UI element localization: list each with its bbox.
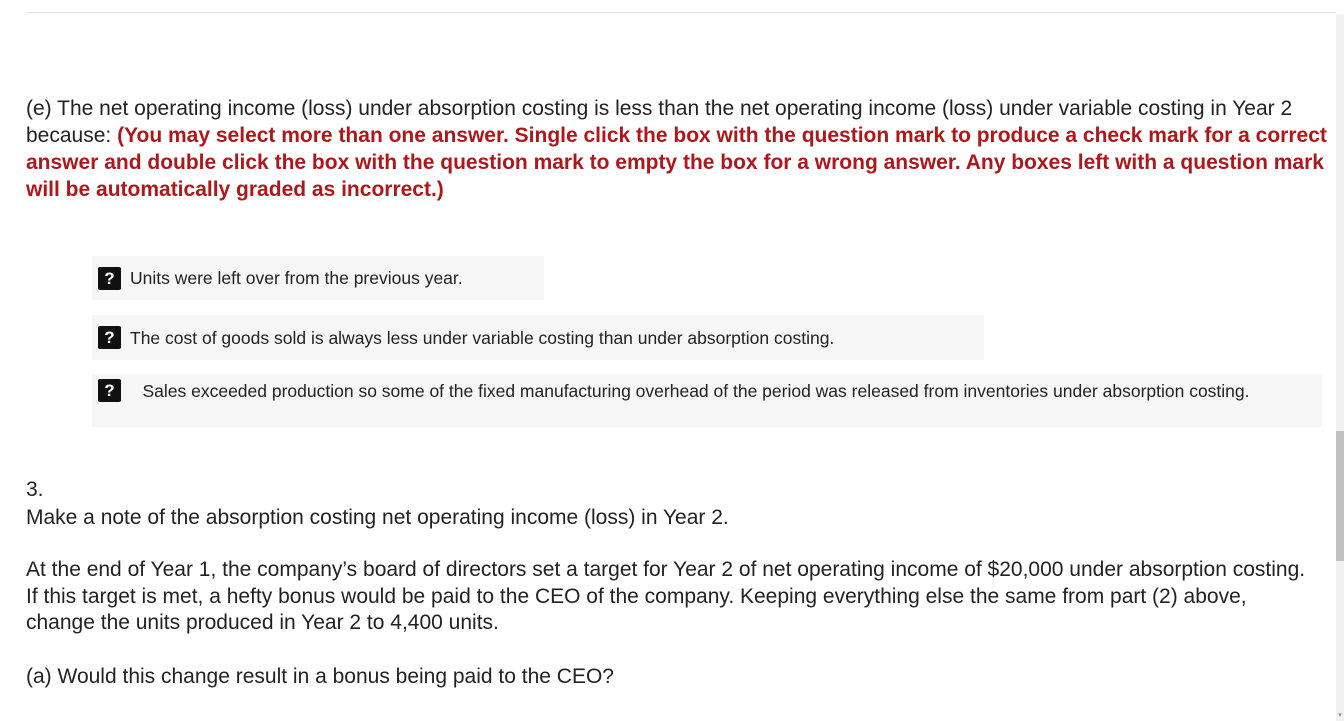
section-scenario: At the end of Year 1, the company’s board of directors set a target for Year 2 of net operating income of $20,000 under absorption costing. If this target is met, a hefty bonus would be paid to the CEO of the company. Keeping everything else the same from part (2) above, change the units produced in Year 2 to 4,400 units. [26,558,1306,634]
question-mark-checkbox-3[interactable]: ? [98,379,121,402]
question-e [26,95,1331,203]
question-e-text: (e) The net operating income (loss) under absorption costing is less than the net operating income (loss) under variable costing in Year 2 because: [26,97,1293,147]
answer-option-2 [92,315,984,360]
section-note: Make a note of the absorption costing net operating income (loss) in Year 2. [26,506,729,529]
answer-option-3-text: Sales exceeded production so some of the fixed manufacturing overhead of the period was released from inventories under absorption costing. [142,381,1250,401]
answer-option-2-text: The cost of goods sold is always less under variable costing than under absorption costing. [130,328,835,348]
scrollbar-thumb[interactable] [1336,431,1344,561]
answer-option-1-text: Units were left over from the previous year. [130,268,463,288]
chevron-down-icon[interactable]: ▾ [1338,712,1342,719]
answer-option-1 [92,256,544,300]
vertical-scrollbar[interactable] [1336,14,1344,721]
section-number: 3. [26,478,44,501]
question-a: (a) Would this change result in a bonus being paid to the CEO? [26,665,614,688]
answer-option-3 [92,374,1322,427]
question-mark-checkbox-1[interactable]: ? [98,267,121,290]
question-mark-checkbox-2[interactable]: ? [98,326,121,349]
top-divider [26,12,1336,13]
question-e-instruction: (You may select more than one answer. Single click the box with the question mark to produce a check mark for a correct answer and double click the box with the question mark to empty the box for a wrong answer. Any boxes left with a question mark will be automatically graded as incorrect.) [26,124,1327,201]
